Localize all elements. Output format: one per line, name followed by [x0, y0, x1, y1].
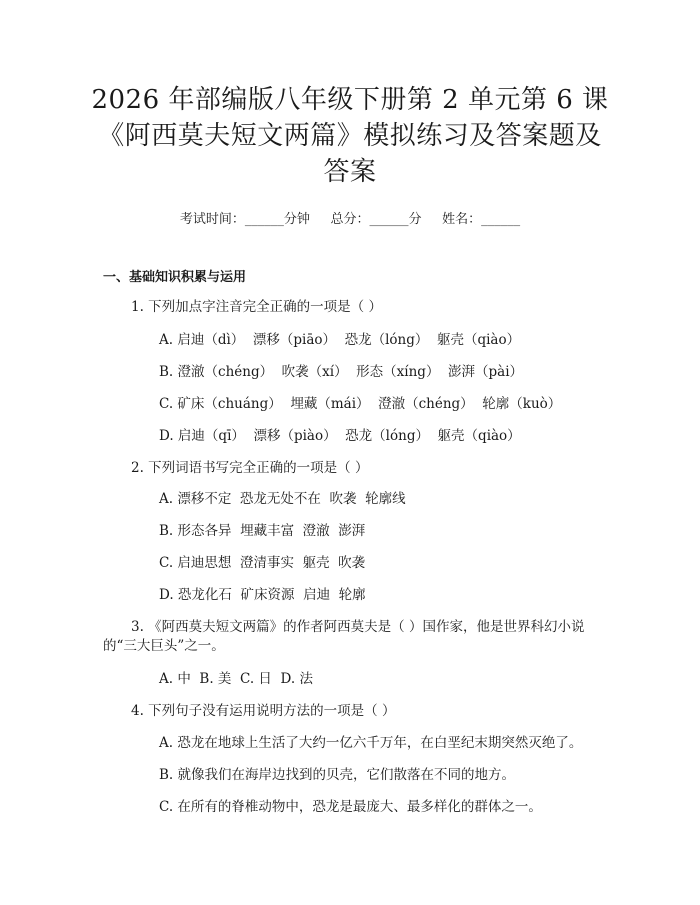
question-1-option-b: B. 澄澈（chéng） 吹袭（xí） 形态（xíng） 澎湃（pài） — [159, 364, 524, 380]
question-4-option-c: C. 在所有的脊椎动物中，恐龙是最庞大、最多样化的群体之一。 — [159, 799, 542, 815]
title-line-3: 答案 — [323, 157, 377, 187]
question-1-option-c: C. 矿床（chuáng） 埋藏（mái） 澄澈（chéng） 轮廓（kuò） — [159, 396, 562, 412]
section-heading: 一、基础知识积累与运用 — [103, 270, 247, 285]
question-2-option-c: C. 启迪思想 澄清事实 躯壳 吹袭 — [159, 555, 366, 571]
question-4-stem: 4. 下列句子没有运用说明方法的一项是（ ） — [131, 703, 396, 719]
question-2-option-a: A. 漂移不定 恐龙无处不在 吹袭 轮廓线 — [159, 491, 406, 507]
question-2-option-d: D. 恐龙化石 矿床资源 启迪 轮廓 — [159, 587, 366, 603]
question-3-stem-line-1: 3. 《阿西莫夫短文两篇》的作者阿西莫夫是（ ）国作家，他是世界科幻小说 — [131, 619, 585, 635]
question-4-option-a: A. 恐龙在地球上生活了大约一亿六千万年，在白垩纪末期突然灭绝了。 — [159, 735, 583, 751]
question-1-option-d: D. 启迪（qī） 漂移（piào） 恐龙（lóng） 躯壳（qiào） — [159, 428, 521, 444]
title-line-1: 2026 年部编版八年级下册第 2 单元第 6 课 — [91, 85, 609, 115]
question-1-option-a: A. 启迪（dì） 漂移（piāo） 恐龙（lóng） 躯壳（qiào） — [159, 332, 521, 348]
question-3-stem-line-2: 的“三大巨头”之一。 — [103, 638, 225, 654]
question-1-stem: 1. 下列加点字注音完全正确的一项是（ ） — [131, 299, 382, 315]
document-title — [80, 82, 620, 190]
question-3-options: A. 中 B. 美 C. 日 D. 法 — [159, 671, 313, 687]
question-2-option-b: B. 形态各异 埋藏丰富 澄澈 澎湃 — [159, 523, 366, 539]
question-4-option-b: B. 就像我们在海岸边找到的贝壳，它们散落在不同的地方。 — [159, 767, 516, 783]
question-2-stem: 2. 下列词语书写完全正确的一项是（ ） — [131, 460, 369, 476]
exam-info: 考试时间：______分钟 总分：______分 姓名：______ — [179, 212, 521, 227]
title-line-2: 《阿西莫夫短文两篇》模拟练习及答案题及 — [98, 121, 602, 151]
